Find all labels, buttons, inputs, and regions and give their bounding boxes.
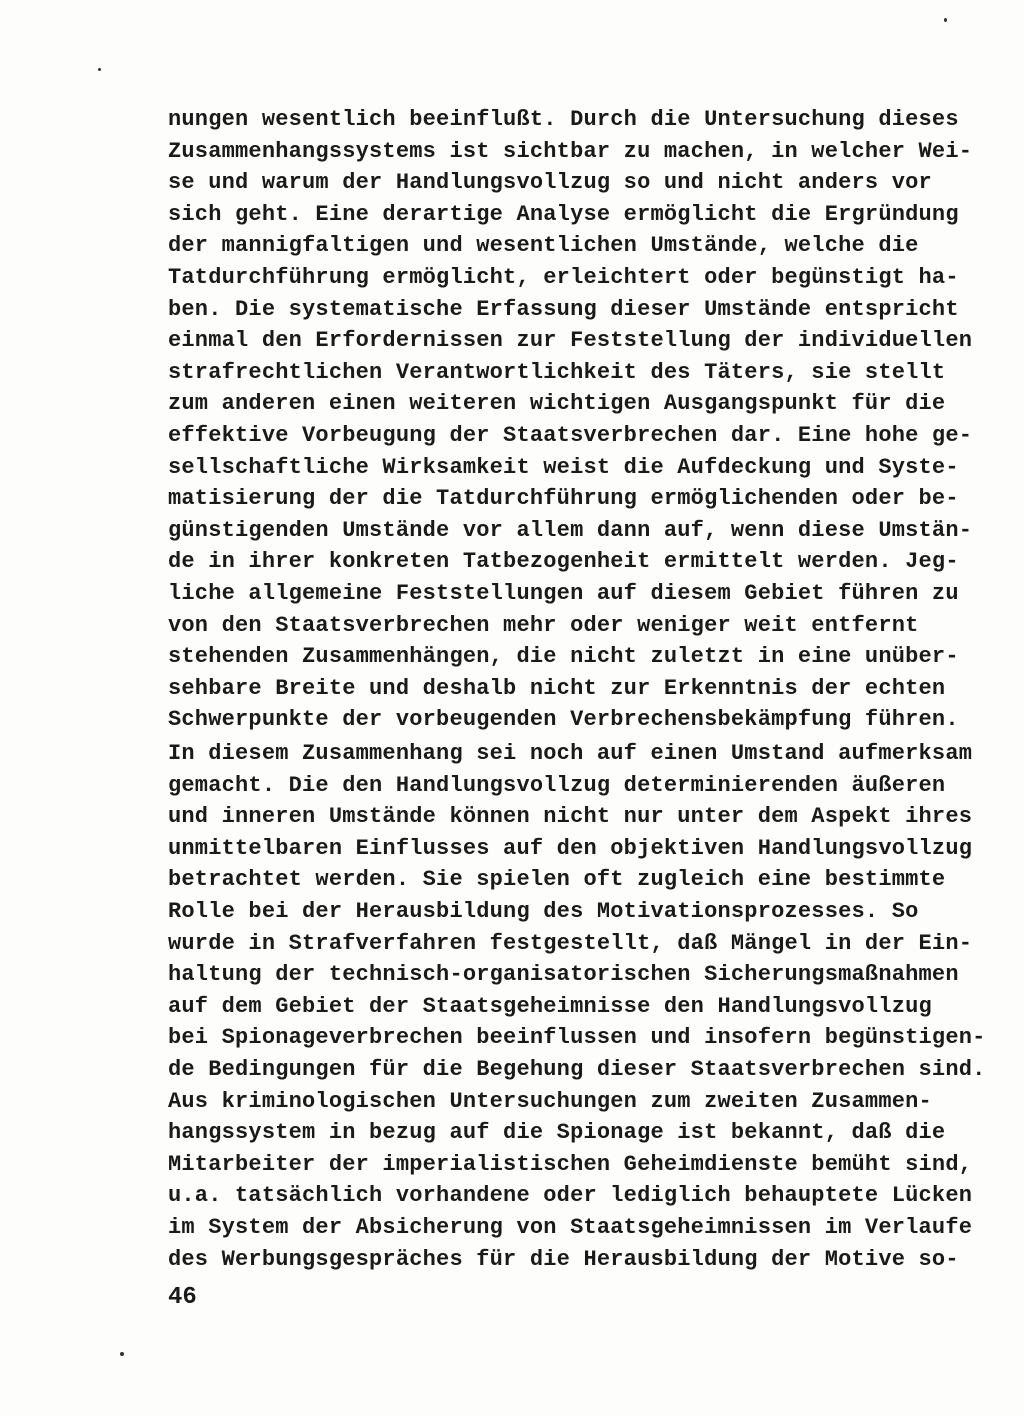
text-line: ben. Die systematische Erfassung dieser Umstände entspricht bbox=[168, 296, 959, 322]
text-line: von den Staatsverbrechen mehr oder weniger weit entfernt bbox=[168, 612, 919, 638]
text-line: effektive Vorbeugung der Staatsverbrechen dar. Eine hohe ge- bbox=[168, 422, 973, 448]
text-line: sich geht. Eine derartige Analyse ermöglicht die Ergründung bbox=[168, 201, 959, 227]
text-line: betrachtet werden. Sie spielen oft zugleich eine bestimmte bbox=[168, 867, 946, 893]
text-line: im System der Absicherung von Staatsgeheimnissen im Verlaufe bbox=[168, 1214, 973, 1240]
page-number: 46 bbox=[168, 1284, 197, 1311]
scan-speck bbox=[944, 18, 947, 22]
scan-speck bbox=[98, 68, 101, 71]
text-line: Rolle bei der Herausbildung des Motivationsprozesses. So bbox=[168, 898, 919, 924]
text-line: unmittelbaren Einflusses auf den objektiven Handlungsvollzug bbox=[168, 835, 973, 861]
text-line: haltung der technisch-organisatorischen Sicherungsmaßnahmen bbox=[168, 962, 959, 988]
text-line: matisierung der die Tatdurchführung ermöglichenden oder be- bbox=[168, 486, 959, 512]
text-line: und inneren Umstände können nicht nur unter dem Aspekt ihres bbox=[168, 804, 973, 830]
text-line: der mannigfaltigen und wesentlichen Umstände, welche die bbox=[168, 233, 919, 259]
paragraph-2 bbox=[168, 738, 986, 1275]
text-line: des Werbungsgespräches für die Herausbildung der Motive so- bbox=[168, 1246, 959, 1272]
text-line: nungen wesentlich beeinflußt. Durch die Untersuchung dieses bbox=[168, 107, 959, 132]
text-line: de Bedingungen für die Begehung dieser Staatsverbrechen sind. bbox=[168, 1056, 986, 1082]
text-line: hangssystem in bezug auf die Spionage ist bekannt, daß die bbox=[168, 1120, 946, 1146]
text-line: Mitarbeiter der imperialistischen Geheimdienste bemüht sind, bbox=[168, 1151, 973, 1177]
text-line: wurde in Strafverfahren festgestellt, daß Mängel in der Ein- bbox=[168, 930, 973, 956]
text-line: Zusammenhangssystems ist sichtbar zu machen, in welcher Wei- bbox=[168, 138, 973, 164]
text-line: Tatdurchführung ermöglicht, erleichtert oder begünstigt ha- bbox=[168, 264, 959, 290]
text-line: strafrechtlichen Verantwortlichkeit des Täters, sie stellt bbox=[168, 359, 946, 385]
text-line: u.a. tatsächlich vorhandene oder lediglich behauptete Lücken bbox=[168, 1183, 973, 1209]
text-line: sehbare Breite und deshalb nicht zur Erkenntnis der echten bbox=[168, 675, 946, 701]
text-line: Schwerpunkte der vorbeugenden Verbrechensbekämpfung führen. bbox=[168, 707, 959, 733]
text-line: auf dem Gebiet der Staatsgeheimnisse den Handlungsvollzug bbox=[168, 993, 932, 1019]
text-line: de in ihrer konkreten Tatbezogenheit ermittelt werden. Jeg- bbox=[168, 549, 959, 575]
text-line: In diesem Zusammenhang sei noch auf einen Umstand aufmerksam bbox=[168, 741, 973, 766]
text-line: bei Spionageverbrechen beeinflussen und insofern begünstigen- bbox=[168, 1025, 986, 1051]
text-line: gemacht. Die den Handlungsvollzug determinierenden äußeren bbox=[168, 772, 946, 798]
paragraph-1 bbox=[168, 104, 973, 736]
text-line: günstigenden Umstände vor allem dann auf, wenn diese Umstän- bbox=[168, 517, 973, 543]
text-line: sellschaftliche Wirksamkeit weist die Aufdeckung und Syste- bbox=[168, 454, 959, 480]
text-line: stehenden Zusammenhängen, die nicht zuletzt in eine unüber- bbox=[168, 644, 959, 670]
scan-speck bbox=[120, 1352, 124, 1356]
text-line: Aus kriminologischen Untersuchungen zum zweiten Zusammen- bbox=[168, 1088, 932, 1114]
text-line: se und warum der Handlungsvollzug so und nicht anders vor bbox=[168, 170, 932, 196]
text-line: liche allgemeine Feststellungen auf diesem Gebiet führen zu bbox=[168, 580, 959, 606]
text-line: einmal den Erfordernissen zur Feststellung der individuellen bbox=[168, 328, 973, 354]
text-line: zum anderen einen weiteren wichtigen Ausgangspunkt für die bbox=[168, 391, 946, 417]
